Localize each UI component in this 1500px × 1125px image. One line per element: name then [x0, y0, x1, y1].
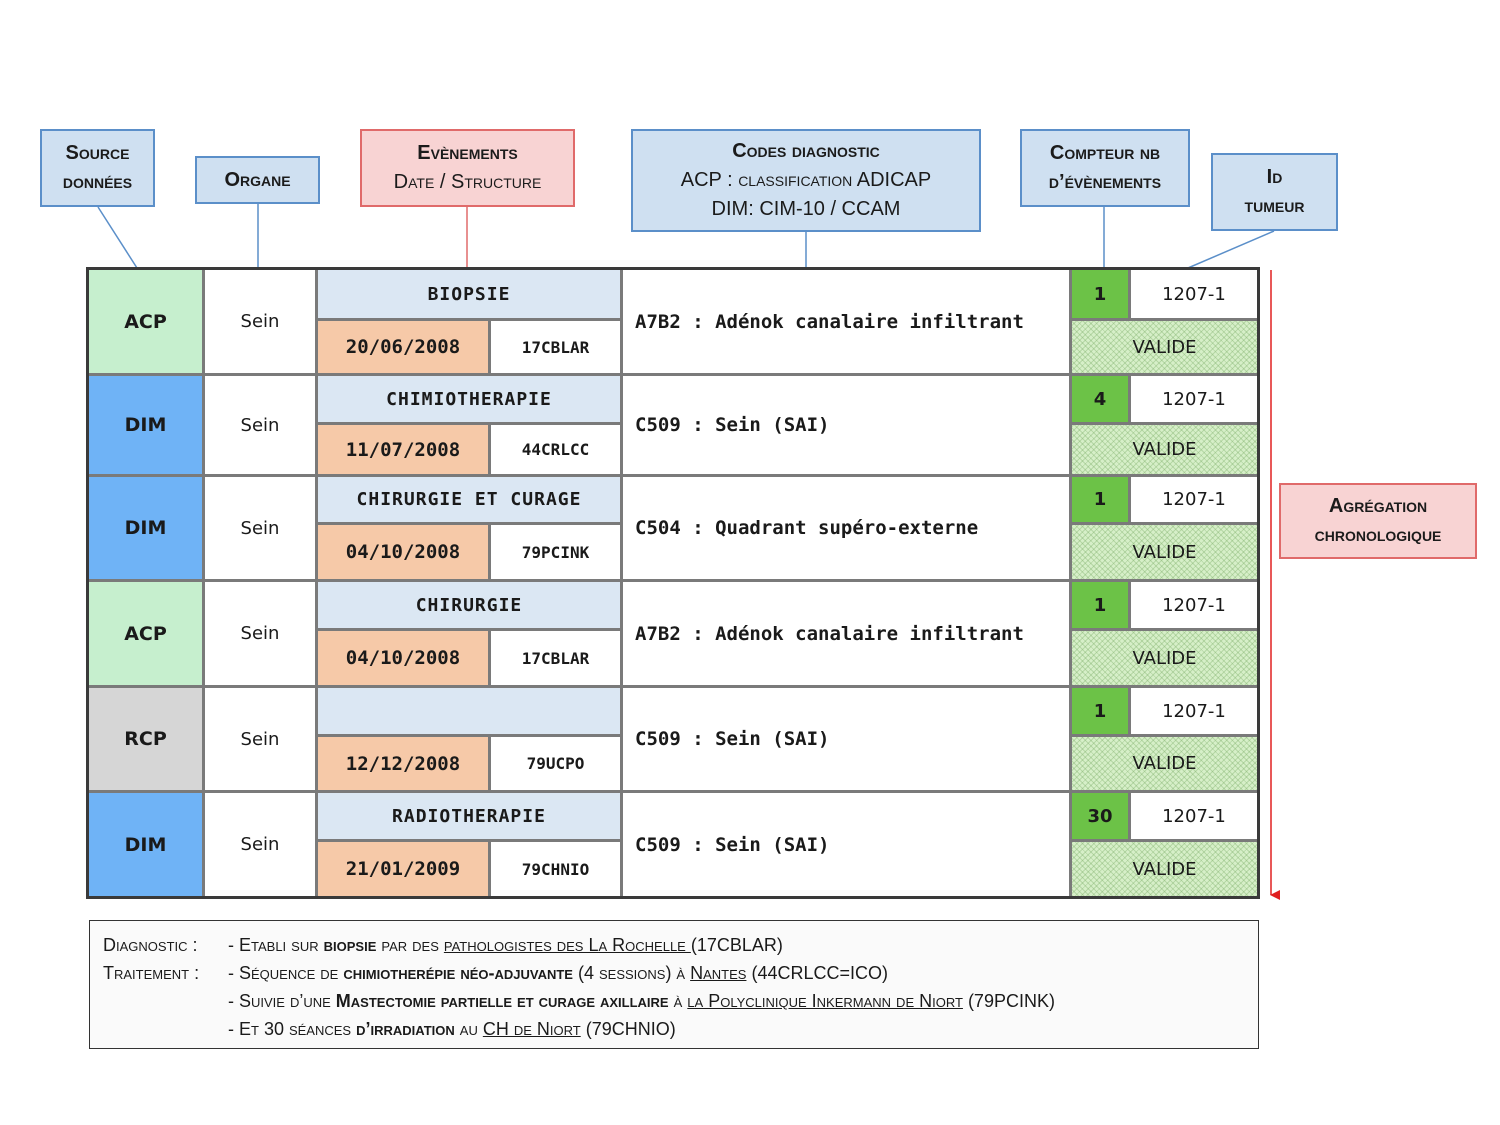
- header-compteur-line1: Compteur nb: [1049, 142, 1161, 164]
- source-cell: DIM: [89, 477, 202, 579]
- organe-cell: Sein: [205, 582, 315, 685]
- source-cell: ACP: [89, 582, 202, 685]
- tumor-id-cell: 1207-1: [1131, 793, 1257, 839]
- event-date-cell: 11/07/2008: [318, 425, 488, 474]
- header-agregation-line2: chronologique: [1314, 524, 1442, 546]
- diagnostic-code-cell: A7B2 : Adénok canalaire infiltrant: [623, 270, 1069, 373]
- event-date-cell: 04/10/2008: [318, 525, 488, 579]
- diagnostic-code-cell: C509 : Sein (SAI): [623, 793, 1069, 896]
- source-cell: DIM: [89, 376, 202, 474]
- note-line-4: - Et 30 séances d’irradiation au CH de Niort (79CHNIO): [228, 1019, 676, 1039]
- structure-cell: 44CRLCC: [491, 425, 620, 474]
- header-evenements-line1: Evènements: [417, 142, 518, 164]
- tumor-id-cell: 1207-1: [1131, 270, 1257, 318]
- event-date-cell: 12/12/2008: [318, 737, 488, 790]
- event-type-cell: [318, 688, 620, 734]
- traitement-label: Traitement :: [103, 963, 200, 983]
- table-row: [89, 270, 1257, 373]
- tumor-id-cell: 1207-1: [1131, 376, 1257, 422]
- table-row: [89, 477, 1257, 579]
- diagnostic-code-cell: C504 : Quadrant supéro-externe: [623, 477, 1069, 579]
- validation-status-cell: VALIDE: [1072, 842, 1257, 896]
- connector-source: [98, 207, 137, 268]
- note-line-3: - Suivie d’une Mastectomie partielle et curage axillaire à la Polyclinique Inkermann de Niort (79PCINK): [228, 991, 1055, 1011]
- header-source-line1: Source: [65, 142, 130, 164]
- structure-cell: 17CBLAR: [491, 631, 620, 685]
- source-cell: ACP: [89, 270, 202, 373]
- header-id-line1: Id: [1266, 166, 1283, 188]
- table-row: [89, 376, 1257, 474]
- structure-cell: 79CHNIO: [491, 842, 620, 896]
- source-cell: DIM: [89, 793, 202, 896]
- header-codes-line1: Codes diagnostic: [732, 140, 880, 162]
- event-count-cell: 1: [1072, 270, 1128, 318]
- event-count-cell: 4: [1072, 376, 1128, 422]
- tumor-id-cell: 1207-1: [1131, 477, 1257, 522]
- table-row: [89, 688, 1257, 790]
- organe-cell: Sein: [205, 376, 315, 474]
- structure-cell: 17CBLAR: [491, 321, 620, 373]
- event-type-cell: CHIMIOTHERAPIE: [318, 376, 620, 422]
- table-row: [89, 582, 1257, 685]
- diagnostic-code-cell: C509 : Sein (SAI): [623, 376, 1069, 474]
- structure-cell: 79PCINK: [491, 525, 620, 579]
- header-agregation-line1: Agrégation: [1328, 495, 1428, 517]
- header-compteur-line2: d’évènements: [1048, 171, 1162, 193]
- event-type-cell: CHIRURGIE: [318, 582, 620, 628]
- validation-status-cell: VALIDE: [1072, 425, 1257, 474]
- note-line-1: Diagnostic : - Etabli sur biopsie par des pathologistes des La Rochelle (17CBLAR): [103, 931, 1258, 959]
- event-type-cell: BIOPSIE: [318, 270, 620, 318]
- tumor-id-cell: 1207-1: [1131, 582, 1257, 628]
- organe-cell: Sein: [205, 688, 315, 790]
- header-codes-line2: ACP : classification ADICAP: [680, 169, 932, 191]
- event-date-cell: 21/01/2009: [318, 842, 488, 896]
- events-table: [86, 267, 1260, 899]
- diagnostic-label: Diagnostic :: [103, 935, 198, 955]
- header-source-line2: données: [62, 171, 133, 193]
- event-count-cell: 1: [1072, 688, 1128, 734]
- header-id-line2: tumeur: [1244, 195, 1305, 217]
- table-row: [89, 793, 1257, 896]
- note-line-2: Traitement : - Séquence de chimiotherépie néo-adjuvante (4 sessions) à Nantes (44CRLCC=ICO): [103, 959, 1258, 987]
- validation-status-cell: VALIDE: [1072, 525, 1257, 579]
- header-evenements-line2: Date / Structure: [393, 171, 542, 193]
- diagnostic-code-cell: C509 : Sein (SAI): [623, 688, 1069, 790]
- tumor-id-cell: 1207-1: [1131, 688, 1257, 734]
- validation-status-cell: VALIDE: [1072, 737, 1257, 790]
- event-date-cell: 20/06/2008: [318, 321, 488, 373]
- connector-id: [1188, 231, 1274, 268]
- organe-cell: Sein: [205, 477, 315, 579]
- header-organe-line1: Organe: [224, 168, 291, 191]
- event-count-cell: 30: [1072, 793, 1128, 839]
- header-codes-line3: DIM: CIM-10 / CCAM: [711, 198, 901, 220]
- notes-box: [89, 920, 1259, 1049]
- validation-status-cell: VALIDE: [1072, 631, 1257, 685]
- event-count-cell: 1: [1072, 477, 1128, 522]
- event-date-cell: 04/10/2008: [318, 631, 488, 685]
- event-count-cell: 1: [1072, 582, 1128, 628]
- source-cell: RCP: [89, 688, 202, 790]
- organe-cell: Sein: [205, 793, 315, 896]
- organe-cell: Sein: [205, 270, 315, 373]
- event-type-cell: RADIOTHERAPIE: [318, 793, 620, 839]
- structure-cell: 79UCPO: [491, 737, 620, 790]
- diagnostic-code-cell: A7B2 : Adénok canalaire infiltrant: [623, 582, 1069, 685]
- event-type-cell: CHIRURGIE ET CURAGE: [318, 477, 620, 522]
- validation-status-cell: VALIDE: [1072, 321, 1257, 373]
